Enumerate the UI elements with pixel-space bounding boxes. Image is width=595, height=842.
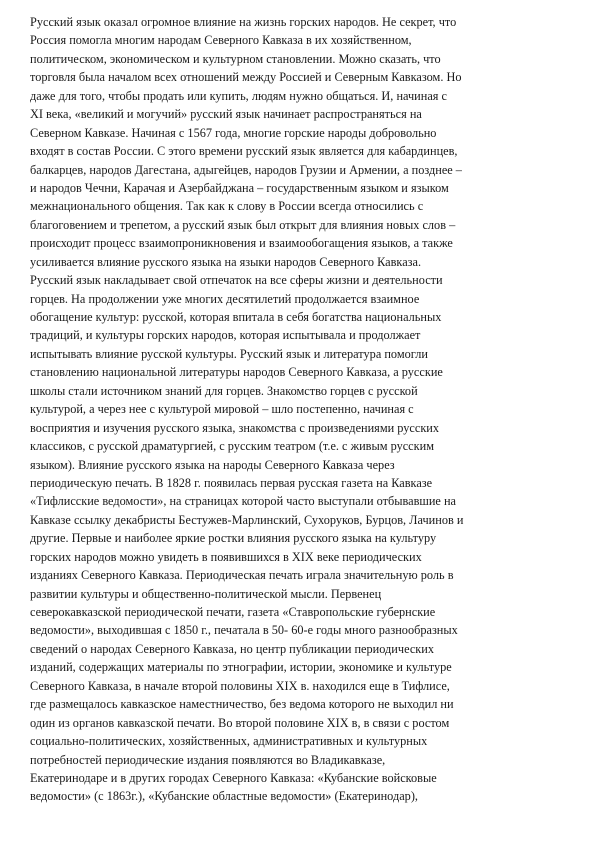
text-line: развитии культуры и общественно-политической мысли. Первенец	[30, 586, 382, 601]
text-line: межнационального общения. Так как к слову в России всегда относились с	[30, 199, 424, 214]
text-line: Кавказе ссылку декабристы Бестужев-Марлинский, Сухоруков, Бурцов, Лачинов и	[30, 512, 464, 527]
text-line: Екатеринодаре и в других городах Северного Кавказа: «Кубанские войсковые	[30, 770, 437, 785]
text-line: балкарцев, народов Дагестана, адыгейцев, народов Грузии и Армении, а позднее –	[30, 162, 462, 177]
text-line: северокавказской периодической печати, газета «Ставропольские губернские	[30, 605, 436, 619]
text-line: периодическую печать. В 1828 г. появилась первая русская газета на Кавказе	[30, 475, 433, 490]
text-line: входят в состав России. С этого времени русский язык является для кабардинцев,	[30, 144, 458, 159]
body-text	[30, 13, 575, 806]
text-line: традиций, и культуры горских народов, которая испытывала и продолжает	[30, 328, 421, 343]
text-line: другие. Первые и наиболее яркие ростки влияния русского языка на культуру	[30, 531, 437, 546]
text-line: ведомости», выходившая с 1850 г., печатала в 50- 60-е годы много разнообразных	[30, 623, 458, 638]
text-line: благоговением и трепетом, а русский язык был открыт для влияния новых слов –	[30, 217, 456, 232]
text-line: и народов Чечни, Карачая и Азербайджана – государственным языком и языком	[30, 180, 449, 195]
text-line: обогащение культур: русской, которая впитала в себя богатства национальных	[30, 310, 442, 324]
text-line: горских народов можно увидеть в появившихся в XIX веке периодических	[30, 549, 422, 564]
text-line: происходит процесс взаимопроникновения и взаимообогащения языков, а также	[30, 236, 453, 251]
text-line: XI века, «великий и могучий» русский язык начинает распространяться на	[30, 107, 422, 122]
text-line: потребностей периодические издания появляются во Владикавказе,	[30, 752, 386, 767]
text-line: сведений о народах Северного Кавказа, но центр публикации периодических	[30, 641, 434, 656]
text-line: школы стали источником знаний для горцев. Знакомство горцев с русской	[30, 383, 418, 398]
text-line: Русский язык оказал огромное влияние на жизнь горских народов. Не секрет, что	[30, 15, 457, 29]
text-line: испытывать влияние русской культуры. Русский язык и литература помогли	[30, 346, 428, 361]
text-line: культурой, а через нее с культурой мировой – шло постепенно, начиная с	[30, 402, 414, 417]
text-line: Россия помогла многим народам Северного Кавказа в их хозяйственном,	[30, 33, 412, 48]
text-line: даже для того, чтобы продать или купить, людям нужно общаться. И, начиная с	[30, 88, 447, 103]
text-line: где размещалось кавказское наместничество, без ведома которого не выходил ни	[30, 697, 454, 712]
text-line: Северном Кавказе. Начиная с 1567 года, многие горские народы добровольно	[30, 125, 437, 140]
text-line: изданиях Северного Кавказа. Периодическая печать играла значительную роль в	[30, 568, 454, 583]
text-line: становлению национальной литературы народов Северного Кавказа, а русские	[30, 365, 443, 380]
text-line: социально-политических, хозяйственных, административных и культурных	[30, 734, 428, 749]
text-line: торговля была началом всех отношений между Россией и Северным Кавказом. Но	[30, 70, 462, 85]
text-line: Русский язык накладывает свой отпечаток на все сферы жизни и деятельности	[30, 273, 443, 288]
text-line: горцев. На продолжении уже многих десятилетий продолжается взаимное	[30, 291, 420, 306]
text-line: усиливается влияние русского языка на языки народов Северного Кавказа.	[30, 254, 422, 269]
text-line: Северного Кавказа, в начале второй половины XIX в. находился еще в Тифлисе,	[30, 678, 450, 693]
text-line: политическом, экономическом и культурном становлении. Можно сказать, что	[30, 51, 441, 66]
text-line: один из органов кавказской печати. Во второй половине XIX в, в связи с ростом	[30, 715, 450, 730]
text-line: «Тифлисские ведомости», на страницах которой часто выступали отбывавшие на	[30, 494, 457, 509]
text-line: языком). Влияние русского языка на народы Северного Кавказа через	[30, 457, 395, 472]
text-line: ведомости» (с 1863г.), «Кубанские областные ведомости» (Екатеринодар),	[30, 789, 418, 804]
text-line: классиков, с русской драматургией, с русским театром (т.е. с живым русским	[30, 439, 434, 454]
text-line: восприятия и изучения русского языка, знакомства с произведениями русских	[30, 420, 440, 435]
text-line: изданий, содержащих материалы по этнографии, истории, экономике и культуре	[30, 660, 452, 675]
